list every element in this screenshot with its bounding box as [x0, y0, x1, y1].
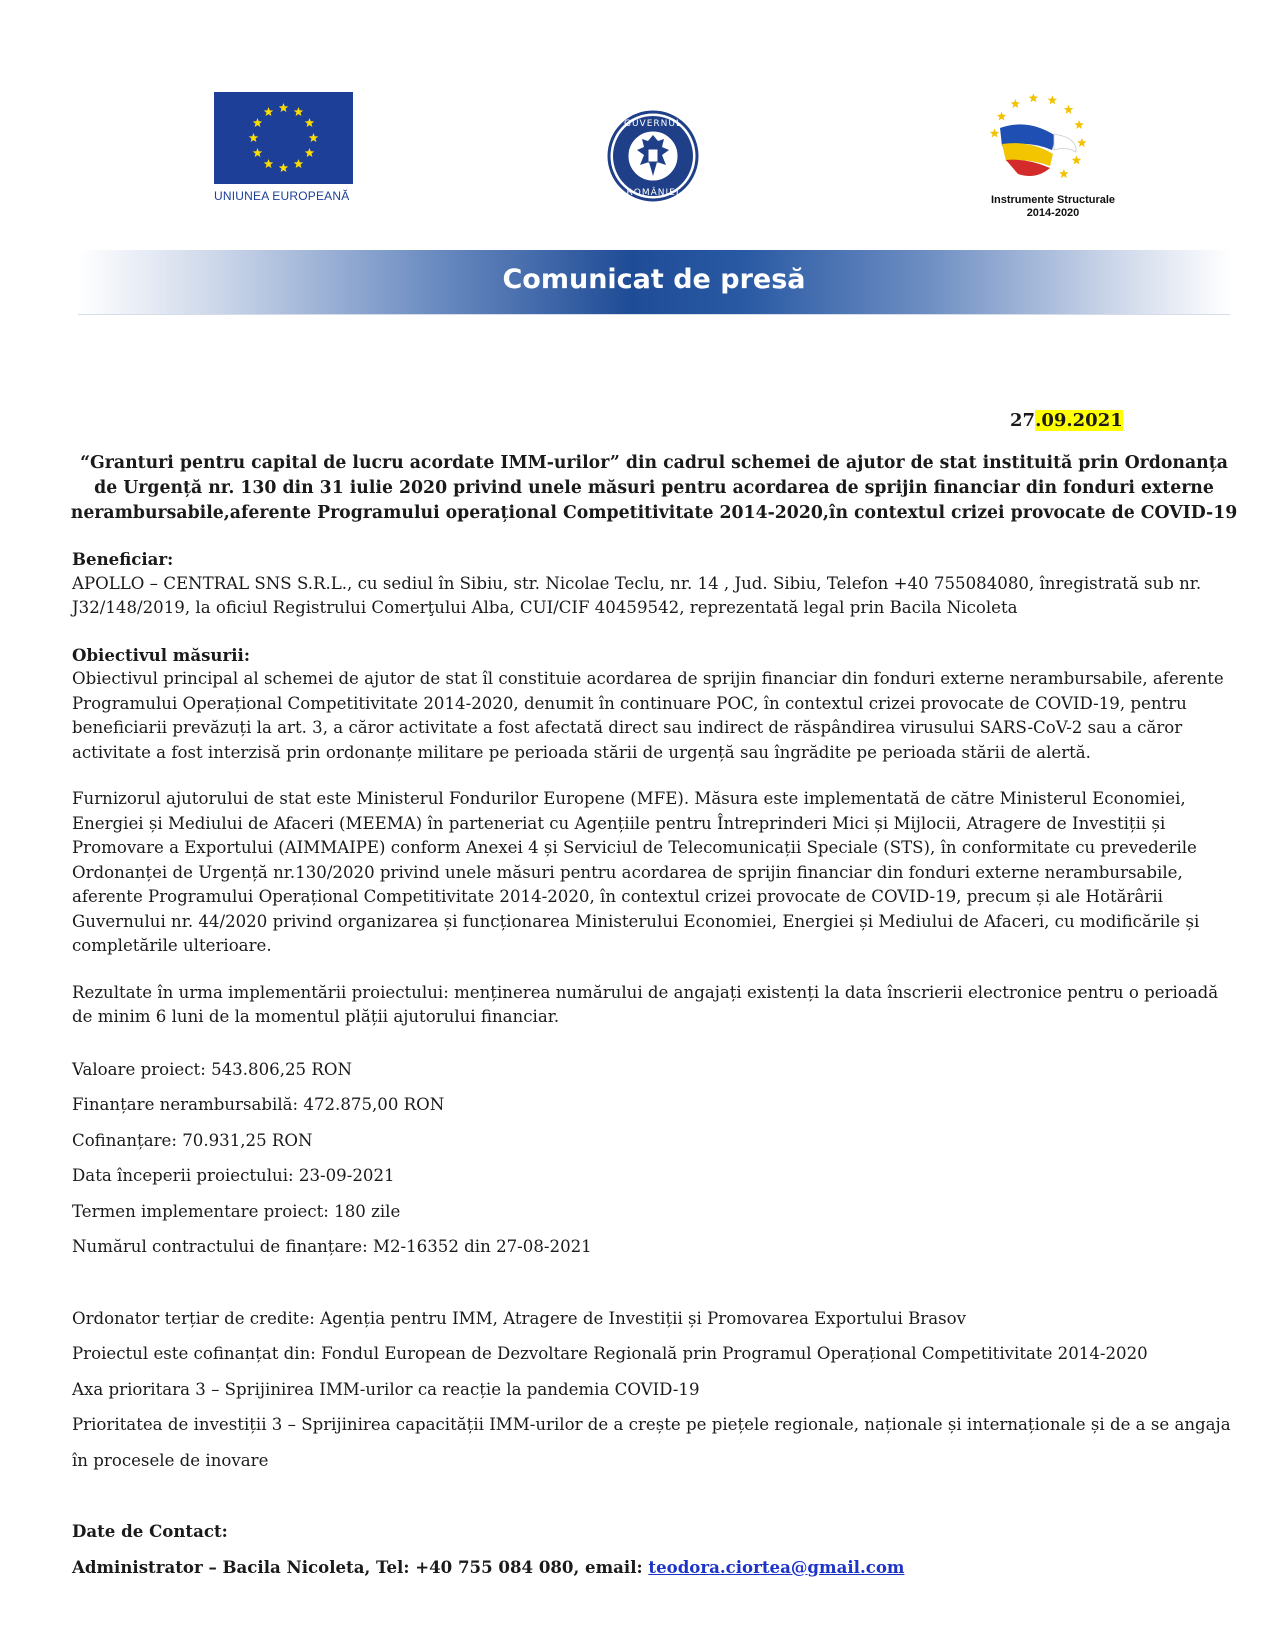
- eu-flag-icon: [214, 92, 353, 184]
- structural-instruments-caption: [958, 194, 1148, 220]
- eu-star-icon: [294, 159, 304, 168]
- info-line: Prioritatea de investiții 3 – Sprijinirea capacității IMM-urilor de a crește pe piețele regionale, naționale și internaționale și de a se angaja în procesele de inovare: [72, 1415, 1231, 1470]
- beneficiar-text: APOLLO – CENTRAL SNS S.R.L., cu sediul în Sibiu, str. Nicolae Teclu, nr. 14 , Jud. Sibiu, Telefon +40 755084080, înregistrată sub nr. J32/148/2019, la oficiul Registrului Comerţului Alba, CUI/CIF 40459542, reprezentată legal prin Bacila Nicoleta: [72, 573, 1202, 617]
- detail-line: Termen implementare proiect: 180 zile: [72, 1201, 401, 1221]
- info-line: Ordonator terțiar de credite: Agenția pentru IMM, Atragere de Investiții și Promovarea Exportului Brasov: [72, 1308, 966, 1328]
- is-star-icon: [997, 112, 1007, 121]
- release-date: [1010, 410, 1123, 431]
- is-star-icon: [1072, 155, 1082, 164]
- eu-logo: [214, 92, 354, 203]
- detail-line: Valoare proiect: 543.806,25 RON: [72, 1059, 352, 1079]
- contact-label: Date de Contact:: [72, 1521, 228, 1541]
- press-release-banner: [78, 250, 1230, 315]
- romanian-government-seal: [607, 110, 699, 202]
- info-line: Axa prioritara 3 – Sprijinirea IMM-urilor ca reacție la pandemia COVID-19: [72, 1379, 700, 1399]
- svg-text:GUVERNUL: GUVERNUL: [624, 119, 682, 129]
- obiectiv-text: Obiectivul principal al schemei de ajutor de stat îl constituie acordarea de sprijin financiar din fonduri externe nerambursabile, aferente Programului Operațional Competitivitate 2014-2020, denumit în continuare POC, în contextul crizei provocate de COVID-19, pentru beneficiarii prevăzuți la art. 3, a căror activitate a fost afectată direct sau indirect de răspândirea virusului SARS-CoV-2 sau a căror activitate a fost interzisă prin ordonanțe militare pe perioada stării de urgență sau îngrădite pe perioada stării de alertă.: [72, 669, 1224, 762]
- eu-star-icon: [249, 133, 259, 142]
- is-star-icon: [1077, 138, 1087, 147]
- svg-text:ROMÂNIEI: ROMÂNIEI: [626, 188, 680, 198]
- logo-header: [0, 88, 1275, 228]
- contact-line-text: Administrator – Bacila Nicoleta, Tel: +40 755 084 080, email:: [72, 1556, 649, 1577]
- date-highlighted: .09.2021: [1035, 410, 1123, 431]
- furnizor-paragraph: Furnizorul ajutorului de stat este Ministerul Fondurilor Europene (MFE). Măsura este implementată de către Ministerul Economiei, Energiei și Mediului de Afaceri (MEEMA) în parteneriat cu Agențiile pentru Întreprinderi Mici și Mijlocii, Atragere de Investiții și Promovare a Exportului (AIMMAIPE) conform Anexei 4 și Serviciul de Telecomunicații Speciale (STS), în conformitate cu prevederile Ordonanței de Urgență nr.130/2020 privind unele măsuri pentru acordarea de sprijin financiar din fonduri externe nerambursabile, aferente Programului Operațional Competitivitate 2014-2020, în contextul crizei provocate de COVID-19, precum și ale Hotărârii Guvernului nr. 44/2020 privind organizarea și funcționarea Ministerului Economiei, Energiei și Mediului de Afaceri, cu modificările și completările ulterioare.: [72, 789, 1200, 955]
- eu-star-icon: [279, 103, 289, 112]
- detail-line: Data începerii proiectului: 23-09-2021: [72, 1166, 395, 1185]
- eu-star-icon: [309, 133, 319, 142]
- structural-instruments-logo: [958, 88, 1148, 228]
- eu-star-icon: [253, 148, 263, 157]
- is-star-icon: [1029, 93, 1039, 102]
- is-star-icon: [990, 128, 1000, 137]
- detail-line: Numărul contractului de finanțare: M2-16352 din 27-08-2021: [72, 1237, 592, 1256]
- rezultate-paragraph: Rezultate în urma implementării proiectului: menținerea numărului de angajați existenți la data înscrierii electronice pentru o perioadă de minim 6 luni de la momentul plății ajutorului financiar.: [72, 982, 1219, 1026]
- eu-caption: UNIUNEA EUROPEANĂ: [214, 189, 350, 203]
- date-prefix: 27: [1010, 410, 1036, 431]
- eu-star-icon: [305, 118, 315, 127]
- is-star-icon: [1059, 169, 1069, 178]
- is-star-icon: [1011, 99, 1021, 108]
- eu-star-icon: [279, 163, 289, 172]
- is-star-icon: [1074, 120, 1084, 129]
- project-details: [72, 1052, 1237, 1265]
- eu-star-icon: [253, 118, 263, 127]
- is-star-icon: [1064, 105, 1074, 114]
- eu-star-icon: [264, 107, 274, 116]
- is-star-icon: [1048, 95, 1058, 104]
- document-title: “Granturi pentru capital de lucru acordate IMM-urilor” din cadrul schemei de ajutor de stat instituită prin Ordonanța de Urgență nr. 130 din 31 iulie 2020 privind unele măsuri pentru acordarea de sprijin financiar din fonduri externe nerambursabile,aferente Programului operațional Competitivitate 2014-2020,în contextul crizei provocate de COVID-19: [70, 453, 1238, 523]
- funding-info: [72, 1301, 1237, 1479]
- is-caption-line1: Instrumente Structurale: [990, 194, 1116, 206]
- eu-star-icon: [264, 159, 274, 168]
- contact-line: [72, 1550, 1237, 1586]
- banner-title: Comunicat de presă: [502, 264, 806, 295]
- beneficiar-label: Beneficiar:: [72, 549, 174, 569]
- contact-email-link[interactable]: teodora.ciortea@gmail.com: [648, 1556, 905, 1577]
- eu-star-icon: [294, 107, 304, 116]
- eu-star-icon: [305, 148, 315, 157]
- info-line: Proiectul este cofinanțat din: Fondul European de Dezvoltare Regională prin Programul Operațional Competitivitate 2014-2020: [72, 1344, 1148, 1363]
- obiectiv-label: Obiectivul măsurii:: [72, 644, 250, 665]
- detail-line: Finanțare nerambursabilă: 472.875,00 RON: [72, 1095, 445, 1114]
- is-caption-line2: 2014-2020: [1026, 207, 1080, 219]
- detail-line: Cofinanțare: 70.931,25 RON: [72, 1130, 313, 1150]
- contact-section: [72, 1514, 1237, 1585]
- document-body: [72, 547, 1237, 1585]
